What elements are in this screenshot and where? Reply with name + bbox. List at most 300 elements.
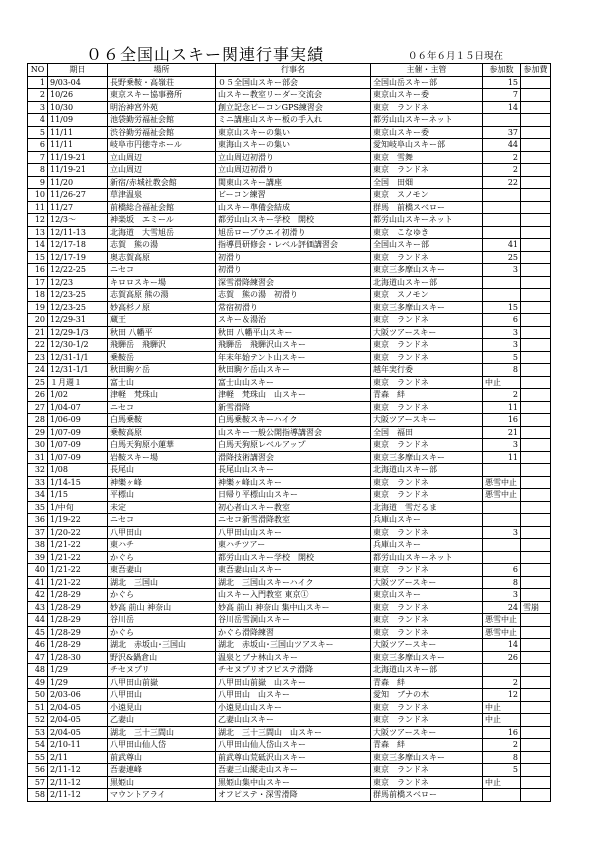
cell-organizer: 越年実行委: [371, 364, 483, 377]
cell-participants: 15: [483, 76, 521, 89]
cell-participants: 3: [483, 589, 521, 602]
cell-no: 21: [28, 326, 48, 339]
cell-participants: 中止: [483, 714, 521, 727]
cell-event: 都労山山スキー学校 開校: [216, 214, 371, 227]
table-row: [28, 526, 551, 539]
cell-organizer: 東京 ランドネ: [371, 339, 483, 352]
cell-event: 山スキー一般公開指導講習会: [216, 426, 371, 439]
cell-fee: 雪崩: [521, 601, 551, 614]
cell-organizer: 東京 ランドネ: [371, 101, 483, 114]
cell-place: かぐら: [108, 589, 216, 602]
cell-fee: [521, 214, 551, 227]
cell-fee: [521, 114, 551, 127]
cell-participants: 14: [483, 101, 521, 114]
cell-date: 11/27: [48, 201, 108, 214]
cell-place: 東吾妻山: [108, 564, 216, 577]
cell-no: 10: [28, 189, 48, 202]
cell-participants: 2: [483, 739, 521, 752]
cell-event: 八甲田山仙人岱山スキー: [216, 739, 371, 752]
table-row: [28, 326, 551, 339]
cell-event: オフピステ・深雪滑降: [216, 789, 371, 802]
cell-event: 年末年始テント山スキー: [216, 351, 371, 364]
cell-organizer: 東京 ランドネ: [371, 714, 483, 727]
table-row: [28, 101, 551, 114]
cell-no: 39: [28, 551, 48, 564]
cell-date: １月週１: [48, 376, 108, 389]
cell-no: 13: [28, 226, 48, 239]
cell-organizer: 大阪ツアースキー: [371, 726, 483, 739]
cell-no: 35: [28, 501, 48, 514]
cell-fee: [521, 164, 551, 177]
cell-date: 2/11: [48, 751, 108, 764]
cell-organizer: 東京 ランドネ: [371, 401, 483, 414]
cell-no: 42: [28, 589, 48, 602]
header-place: 場所: [108, 64, 216, 77]
cell-participants: [483, 201, 521, 214]
cell-date: 1/06-09: [48, 414, 108, 427]
cell-place: 志賀高原 熊の湯: [108, 289, 216, 302]
cell-participants: 3: [483, 326, 521, 339]
cell-date: 11/11: [48, 126, 108, 139]
cell-place: 秋田駒ケ岳: [108, 364, 216, 377]
cell-participants: 12: [483, 689, 521, 702]
cell-event: ニセコ新雪滑降教室: [216, 514, 371, 527]
cell-date: 12/31-1/1: [48, 351, 108, 364]
header-date: 期日: [48, 64, 108, 77]
cell-fee: [521, 651, 551, 664]
cell-place: 黒姫山: [108, 776, 216, 789]
cell-participants: 5: [483, 351, 521, 364]
cell-no: 26: [28, 389, 48, 402]
cell-date: 12/23-25: [48, 301, 108, 314]
cell-no: 47: [28, 651, 48, 664]
header-event: 行事名: [216, 64, 371, 77]
cell-date: 2/11-12: [48, 789, 108, 802]
cell-no: 54: [28, 739, 48, 752]
cell-date: 11/26-27: [48, 189, 108, 202]
cell-participants: 16: [483, 726, 521, 739]
cell-fee: [521, 751, 551, 764]
cell-fee: [521, 326, 551, 339]
cell-organizer: 東京 スノモン: [371, 289, 483, 302]
cell-no: 51: [28, 701, 48, 714]
table-row: [28, 489, 551, 502]
cell-no: 17: [28, 276, 48, 289]
cell-place: 妙高 前山 神奈山: [108, 601, 216, 614]
cell-no: 25: [28, 376, 48, 389]
cell-event: 深雪滑降練習会: [216, 276, 371, 289]
cell-fee: [521, 739, 551, 752]
cell-date: 12/29-31: [48, 314, 108, 327]
cell-date: 1/20-22: [48, 526, 108, 539]
cell-event: 旭岳ロープウエイ初滑り: [216, 226, 371, 239]
cell-place: 津軽 梵珠山: [108, 389, 216, 402]
table-row: [28, 726, 551, 739]
cell-date: 2/03-06: [48, 689, 108, 702]
table-row: [28, 151, 551, 164]
table-row: [28, 601, 551, 614]
cell-place: 飛騨岳 飛騨沢: [108, 339, 216, 352]
table-row: [28, 314, 551, 327]
table-row: [28, 139, 551, 152]
cell-event: 黒姫山集中山スキー: [216, 776, 371, 789]
cell-fee: [521, 501, 551, 514]
cell-participants: 3: [483, 264, 521, 277]
cell-organizer: 東京 ランドネ: [371, 776, 483, 789]
cell-organizer: 東京 ランドネ: [371, 564, 483, 577]
table-row: [28, 364, 551, 377]
cell-no: 20: [28, 314, 48, 327]
cell-organizer: 東京 ランドネ: [371, 601, 483, 614]
cell-no: 27: [28, 401, 48, 414]
cell-fee: [521, 89, 551, 102]
cell-no: 31: [28, 451, 48, 464]
cell-organizer: 東京 ランドネ: [371, 626, 483, 639]
cell-place: 神樂ヶ峰: [108, 476, 216, 489]
cell-no: 2: [28, 89, 48, 102]
cell-fee: [521, 301, 551, 314]
cell-no: 38: [28, 539, 48, 552]
cell-organizer: 東京 ランドネ: [371, 701, 483, 714]
cell-event: 関東山スキー講座: [216, 176, 371, 189]
cell-no: 15: [28, 251, 48, 264]
cell-place: 乙妻山: [108, 714, 216, 727]
cell-fee: [521, 139, 551, 152]
cell-date: 1/04-07: [48, 401, 108, 414]
cell-organizer: 北海道山スキー部: [371, 276, 483, 289]
cell-date: 1/28-29: [48, 614, 108, 627]
cell-no: 7: [28, 151, 48, 164]
cell-place: 奥志賀高原: [108, 251, 216, 264]
cell-fee: [521, 689, 551, 702]
cell-event: 初滑り: [216, 251, 371, 264]
cell-no: 12: [28, 214, 48, 227]
cell-no: 33: [28, 476, 48, 489]
cell-place: 秋田 八幡平: [108, 326, 216, 339]
cell-date: 2/04-05: [48, 714, 108, 727]
cell-fee: [521, 626, 551, 639]
table-row: [28, 189, 551, 202]
cell-no: 4: [28, 114, 48, 127]
cell-event: 前武尊山荒砥沢山スキー: [216, 751, 371, 764]
cell-organizer: 東京三多摩山スキー: [371, 751, 483, 764]
cell-participants: [483, 551, 521, 564]
cell-participants: 6: [483, 314, 521, 327]
header-fee: 参加費: [521, 64, 551, 77]
cell-event: ビーコン練習: [216, 189, 371, 202]
cell-date: 2/10-11: [48, 739, 108, 752]
table-row: [28, 701, 551, 714]
cell-organizer: 全国山岳スキー部: [371, 76, 483, 89]
cell-organizer: 兵庫山スキー: [371, 539, 483, 552]
cell-no: 43: [28, 601, 48, 614]
cell-fee: [521, 351, 551, 364]
cell-participants: [483, 539, 521, 552]
cell-event: ０５全国山スキー部会: [216, 76, 371, 89]
cell-place: 未定: [108, 501, 216, 514]
table-row: [28, 351, 551, 364]
cell-event: 志賀 熊の湯 初滑り: [216, 289, 371, 302]
cell-event: 温泉とブナ林山スキー: [216, 651, 371, 664]
cell-organizer: 全国山スキー部: [371, 239, 483, 252]
cell-participants: 8: [483, 364, 521, 377]
table-row: [28, 376, 551, 389]
cell-place: 長野乗鞍・高嶺荘: [108, 76, 216, 89]
table-row: [28, 289, 551, 302]
cell-organizer: 東京 ランドネ: [371, 439, 483, 452]
cell-place: 乗鞍高原: [108, 426, 216, 439]
cell-date: 1/28-29: [48, 601, 108, 614]
cell-no: 18: [28, 289, 48, 302]
cell-no: 37: [28, 526, 48, 539]
cell-participants: 悪雪中止: [483, 626, 521, 639]
cell-no: 5: [28, 126, 48, 139]
cell-fee: [521, 239, 551, 252]
cell-fee: [521, 201, 551, 214]
cell-event: 初心者山スキー教室: [216, 501, 371, 514]
cell-no: 34: [28, 489, 48, 502]
table-row: [28, 751, 551, 764]
cell-fee: [521, 589, 551, 602]
cell-organizer: 東京三多摩山スキー: [371, 301, 483, 314]
table-row: [28, 539, 551, 552]
cell-place: 前橋総合福祉会館: [108, 201, 216, 214]
table-row: [28, 176, 551, 189]
cell-date: 12/23-25: [48, 289, 108, 302]
cell-participants: 11: [483, 451, 521, 464]
cell-fee: [521, 251, 551, 264]
cell-date: 1/15: [48, 489, 108, 502]
table-row: [28, 276, 551, 289]
cell-fee: [521, 526, 551, 539]
table-row: [28, 789, 551, 802]
cell-event: 富士山山スキー: [216, 376, 371, 389]
cell-event: 八甲田山山スキー: [216, 526, 371, 539]
cell-event: 八甲田山前嶽 山スキー: [216, 676, 371, 689]
cell-organizer: 大阪ツアースキー: [371, 576, 483, 589]
cell-no: 28: [28, 414, 48, 427]
cell-participants: 中止: [483, 701, 521, 714]
cell-event: スキー＆湯治: [216, 314, 371, 327]
cell-date: 1/14-15: [48, 476, 108, 489]
cell-organizer: 大阪ツアースキー: [371, 326, 483, 339]
cell-no: 41: [28, 576, 48, 589]
cell-date: 1/28-30: [48, 651, 108, 664]
cell-date: 12/17-18: [48, 239, 108, 252]
cell-fee: [521, 726, 551, 739]
cell-place: 明治神宮外苑: [108, 101, 216, 114]
cell-event: チセヌプリオフピステ滑降: [216, 664, 371, 677]
table-row: [28, 201, 551, 214]
cell-event: 白馬天狗原レベルアップ: [216, 439, 371, 452]
cell-date: 1/08: [48, 464, 108, 477]
cell-place: 池袋勤労福祉会館: [108, 114, 216, 127]
cell-date: 12/22-25: [48, 264, 108, 277]
cell-date: 1/19-22: [48, 514, 108, 527]
cell-event: 立山周辺初滑り: [216, 164, 371, 177]
cell-fee: [521, 539, 551, 552]
cell-no: 44: [28, 614, 48, 627]
cell-no: 8: [28, 164, 48, 177]
table-row: [28, 551, 551, 564]
cell-fee: [521, 451, 551, 464]
cell-organizer: 北海道山スキー部: [371, 464, 483, 477]
cell-participants: 16: [483, 414, 521, 427]
cell-organizer: 愛知 ブナの木: [371, 689, 483, 702]
table-row: [28, 514, 551, 527]
cell-place: 富士山: [108, 376, 216, 389]
cell-date: 12/3～: [48, 214, 108, 227]
cell-no: 50: [28, 689, 48, 702]
cell-organizer: 東京 ランドネ: [371, 489, 483, 502]
cell-date: 1/21-22: [48, 551, 108, 564]
cell-event: 東吾妻山山スキー: [216, 564, 371, 577]
cell-participants: 6: [483, 564, 521, 577]
cell-participants: 2: [483, 676, 521, 689]
cell-place: 草津温泉: [108, 189, 216, 202]
cell-participants: 26: [483, 651, 521, 664]
table-row: [28, 576, 551, 589]
cell-fee: [521, 414, 551, 427]
cell-participants: 3: [483, 526, 521, 539]
cell-participants: 21: [483, 426, 521, 439]
cell-date: 11/19-21: [48, 164, 108, 177]
cell-place: 立山周辺: [108, 164, 216, 177]
cell-no: 11: [28, 201, 48, 214]
cell-fee: [521, 614, 551, 627]
cell-event: 新雪滑降: [216, 401, 371, 414]
cell-no: 45: [28, 626, 48, 639]
cell-organizer: 愛知岐阜山スキー部: [371, 139, 483, 152]
cell-organizer: 東京 ランドネ: [371, 164, 483, 177]
table-row: [28, 664, 551, 677]
cell-organizer: 北海道山スキー部: [371, 664, 483, 677]
cell-participants: 8: [483, 751, 521, 764]
cell-place: 長尾山: [108, 464, 216, 477]
cell-organizer: 青森 絆: [371, 389, 483, 402]
table-row: [28, 626, 551, 639]
cell-no: 6: [28, 139, 48, 152]
cell-organizer: 大阪ツアースキー: [371, 414, 483, 427]
cell-event: 白馬乗鞍スキーハイク: [216, 414, 371, 427]
cell-place: 立山周辺: [108, 151, 216, 164]
cell-event: 八甲田山 山スキー: [216, 689, 371, 702]
header-organizer: 主催・主管: [371, 64, 483, 77]
cell-organizer: 兵庫山スキー: [371, 514, 483, 527]
cell-place: 吾妻連峰: [108, 764, 216, 777]
cell-participants: 2: [483, 389, 521, 402]
cell-event: 指導員研修会・レベル評価講習会: [216, 239, 371, 252]
cell-participants: 悪雪中止: [483, 614, 521, 627]
cell-place: チセヌプリ: [108, 664, 216, 677]
cell-date: 1/29: [48, 664, 108, 677]
cell-no: 19: [28, 301, 48, 314]
cell-organizer: 都労山山スキーネット: [371, 551, 483, 564]
cell-no: 48: [28, 664, 48, 677]
cell-place: 平標山: [108, 489, 216, 502]
cell-fee: [521, 476, 551, 489]
cell-organizer: 東京山スキー委: [371, 126, 483, 139]
cell-place: 野沢&鍋倉山: [108, 651, 216, 664]
cell-fee: [521, 189, 551, 202]
cell-event: 常宿初滑り: [216, 301, 371, 314]
cell-no: 16: [28, 264, 48, 277]
cell-event: 乙妻山山スキー: [216, 714, 371, 727]
cell-participants: 11: [483, 401, 521, 414]
cell-fee: [521, 514, 551, 527]
cell-no: 49: [28, 676, 48, 689]
table-row: [28, 639, 551, 652]
cell-no: 3: [28, 101, 48, 114]
cell-participants: 中止: [483, 376, 521, 389]
cell-no: 40: [28, 564, 48, 577]
page-title: ０６全国山スキー関連行事実績: [86, 45, 325, 64]
cell-fee: [521, 314, 551, 327]
cell-no: 29: [28, 426, 48, 439]
cell-date: 1/07-09: [48, 426, 108, 439]
cell-fee: [521, 276, 551, 289]
table-row: [28, 126, 551, 139]
cell-participants: [483, 464, 521, 477]
cell-fee: [521, 439, 551, 452]
cell-place: 八甲田山: [108, 526, 216, 539]
cell-participants: [483, 214, 521, 227]
table-row: [28, 226, 551, 239]
cell-event: ミニ講座山スキー板の手入れ: [216, 114, 371, 127]
cell-place: ニセコ: [108, 401, 216, 414]
cell-organizer: 都労山山スキーネット: [371, 114, 483, 127]
cell-place: 志賀 熊の湯: [108, 239, 216, 252]
cell-event: 湖北 三十三間山 山スキー: [216, 726, 371, 739]
cell-date: 12/11-13: [48, 226, 108, 239]
events-table: [27, 63, 551, 802]
cell-place: 湖北 三国山: [108, 576, 216, 589]
cell-event: 津軽 梵珠山 山スキー: [216, 389, 371, 402]
table-row: [28, 339, 551, 352]
cell-fee: [521, 489, 551, 502]
cell-participants: [483, 189, 521, 202]
cell-place: 前武尊山: [108, 751, 216, 764]
cell-no: 22: [28, 339, 48, 352]
cell-fee: [521, 101, 551, 114]
cell-event: 秋田駒ケ岳山スキー: [216, 364, 371, 377]
cell-fee: [521, 376, 551, 389]
table-row: [28, 676, 551, 689]
cell-place: 蔵王: [108, 314, 216, 327]
cell-participants: 悪雪中止: [483, 489, 521, 502]
cell-event: 東京山スキーの集い: [216, 126, 371, 139]
table-row: [28, 301, 551, 314]
cell-event: かぐら滑降練習: [216, 626, 371, 639]
table-row: [28, 451, 551, 464]
cell-place: 東ハチ: [108, 539, 216, 552]
cell-fee: [521, 764, 551, 777]
cell-place: ニセコ: [108, 514, 216, 527]
cell-fee: [521, 151, 551, 164]
cell-date: 11/20: [48, 176, 108, 189]
cell-organizer: 東京山スキー: [371, 589, 483, 602]
cell-place: 新宿/赤城社教会館: [108, 176, 216, 189]
cell-event: 小遠見山山スキー: [216, 701, 371, 714]
cell-date: 12/23: [48, 276, 108, 289]
cell-place: 神楽坂 エミール: [108, 214, 216, 227]
cell-place: 東京スキー協事務所: [108, 89, 216, 102]
table-row: [28, 401, 551, 414]
cell-organizer: 東京 ランドネ: [371, 314, 483, 327]
cell-place: 妙高杉ノ原: [108, 301, 216, 314]
cell-event: 都労山山スキー学校 開校: [216, 551, 371, 564]
cell-participants: 2: [483, 164, 521, 177]
